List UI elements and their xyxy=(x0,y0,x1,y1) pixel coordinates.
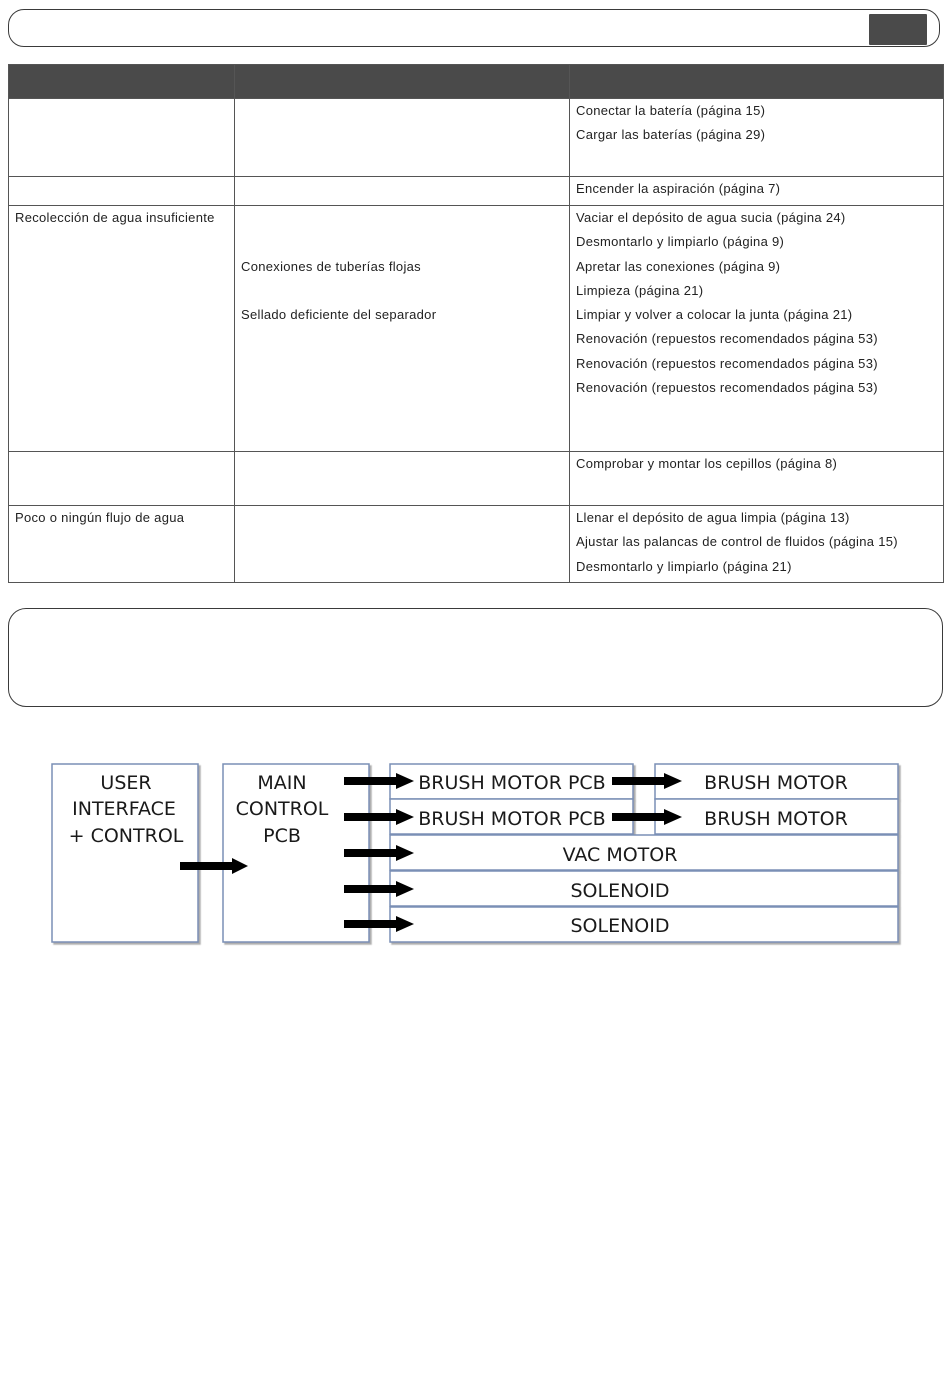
solution-line: Llenar el depósito de agua limpia (página 13) xyxy=(576,510,850,525)
solenoid-label: SOLENOID xyxy=(570,915,670,937)
solution-line: Renovación (repuestos recomendados página 53) xyxy=(576,331,878,347)
solution-line: Renovación (repuestos recomendados página 53) xyxy=(576,355,878,371)
user-interface-label-line: + CONTROL xyxy=(68,825,184,847)
solution-line: Comprobar y montar los cepillos (página 8) xyxy=(576,456,838,471)
solution-line: Conectar la batería (página 15) xyxy=(576,103,766,118)
problem-line: Recolección de agua insuficiente xyxy=(15,210,215,225)
solenoid-label: SOLENOID xyxy=(570,880,670,902)
main-control-label-line: CONTROL xyxy=(235,798,329,820)
solution-line: Renovación (repuestos recomendados página 53) xyxy=(576,380,878,396)
cause-line: Conexiones de tuberías flojas xyxy=(241,258,421,274)
brush-motor-pcb-label: BRUSH MOTOR PCB xyxy=(418,772,606,794)
main-control-label-line: MAIN xyxy=(257,772,307,794)
solution-line: Desmontarlo y limpiarlo (página 21) xyxy=(576,558,792,574)
solution-line: Limpieza (página 21) xyxy=(576,282,704,298)
brush-motor-label: BRUSH MOTOR xyxy=(704,772,848,794)
problem-line: Poco o ningún flujo de agua xyxy=(15,510,185,525)
solution-line: Limpiar y volver a colocar la junta (página 21) xyxy=(576,307,853,323)
solution-line: Ajustar las palancas de control de fluidos (página 15) xyxy=(576,534,898,550)
brush-motor-label: BRUSH MOTOR xyxy=(704,808,848,830)
solution-line: Apretar las conexiones (página 9) xyxy=(576,258,781,274)
user-interface-label-line: USER xyxy=(100,772,152,794)
solution-line: Cargar las baterías (página 29) xyxy=(576,127,766,143)
user-interface-label-line: INTERFACE xyxy=(72,798,176,820)
solution-line: Encender la aspiración (página 7) xyxy=(576,181,781,196)
main-control-label-line: PCB xyxy=(263,825,301,847)
brush-motor-pcb-label: BRUSH MOTOR PCB xyxy=(418,808,606,830)
solution-line: Vaciar el depósito de agua sucia (página 24) xyxy=(576,210,846,225)
cause-line: Sellado deficiente del separador xyxy=(241,307,437,323)
solution-line: Desmontarlo y limpiarlo (página 9) xyxy=(576,234,785,250)
vac-motor-label: VAC MOTOR xyxy=(562,844,678,866)
